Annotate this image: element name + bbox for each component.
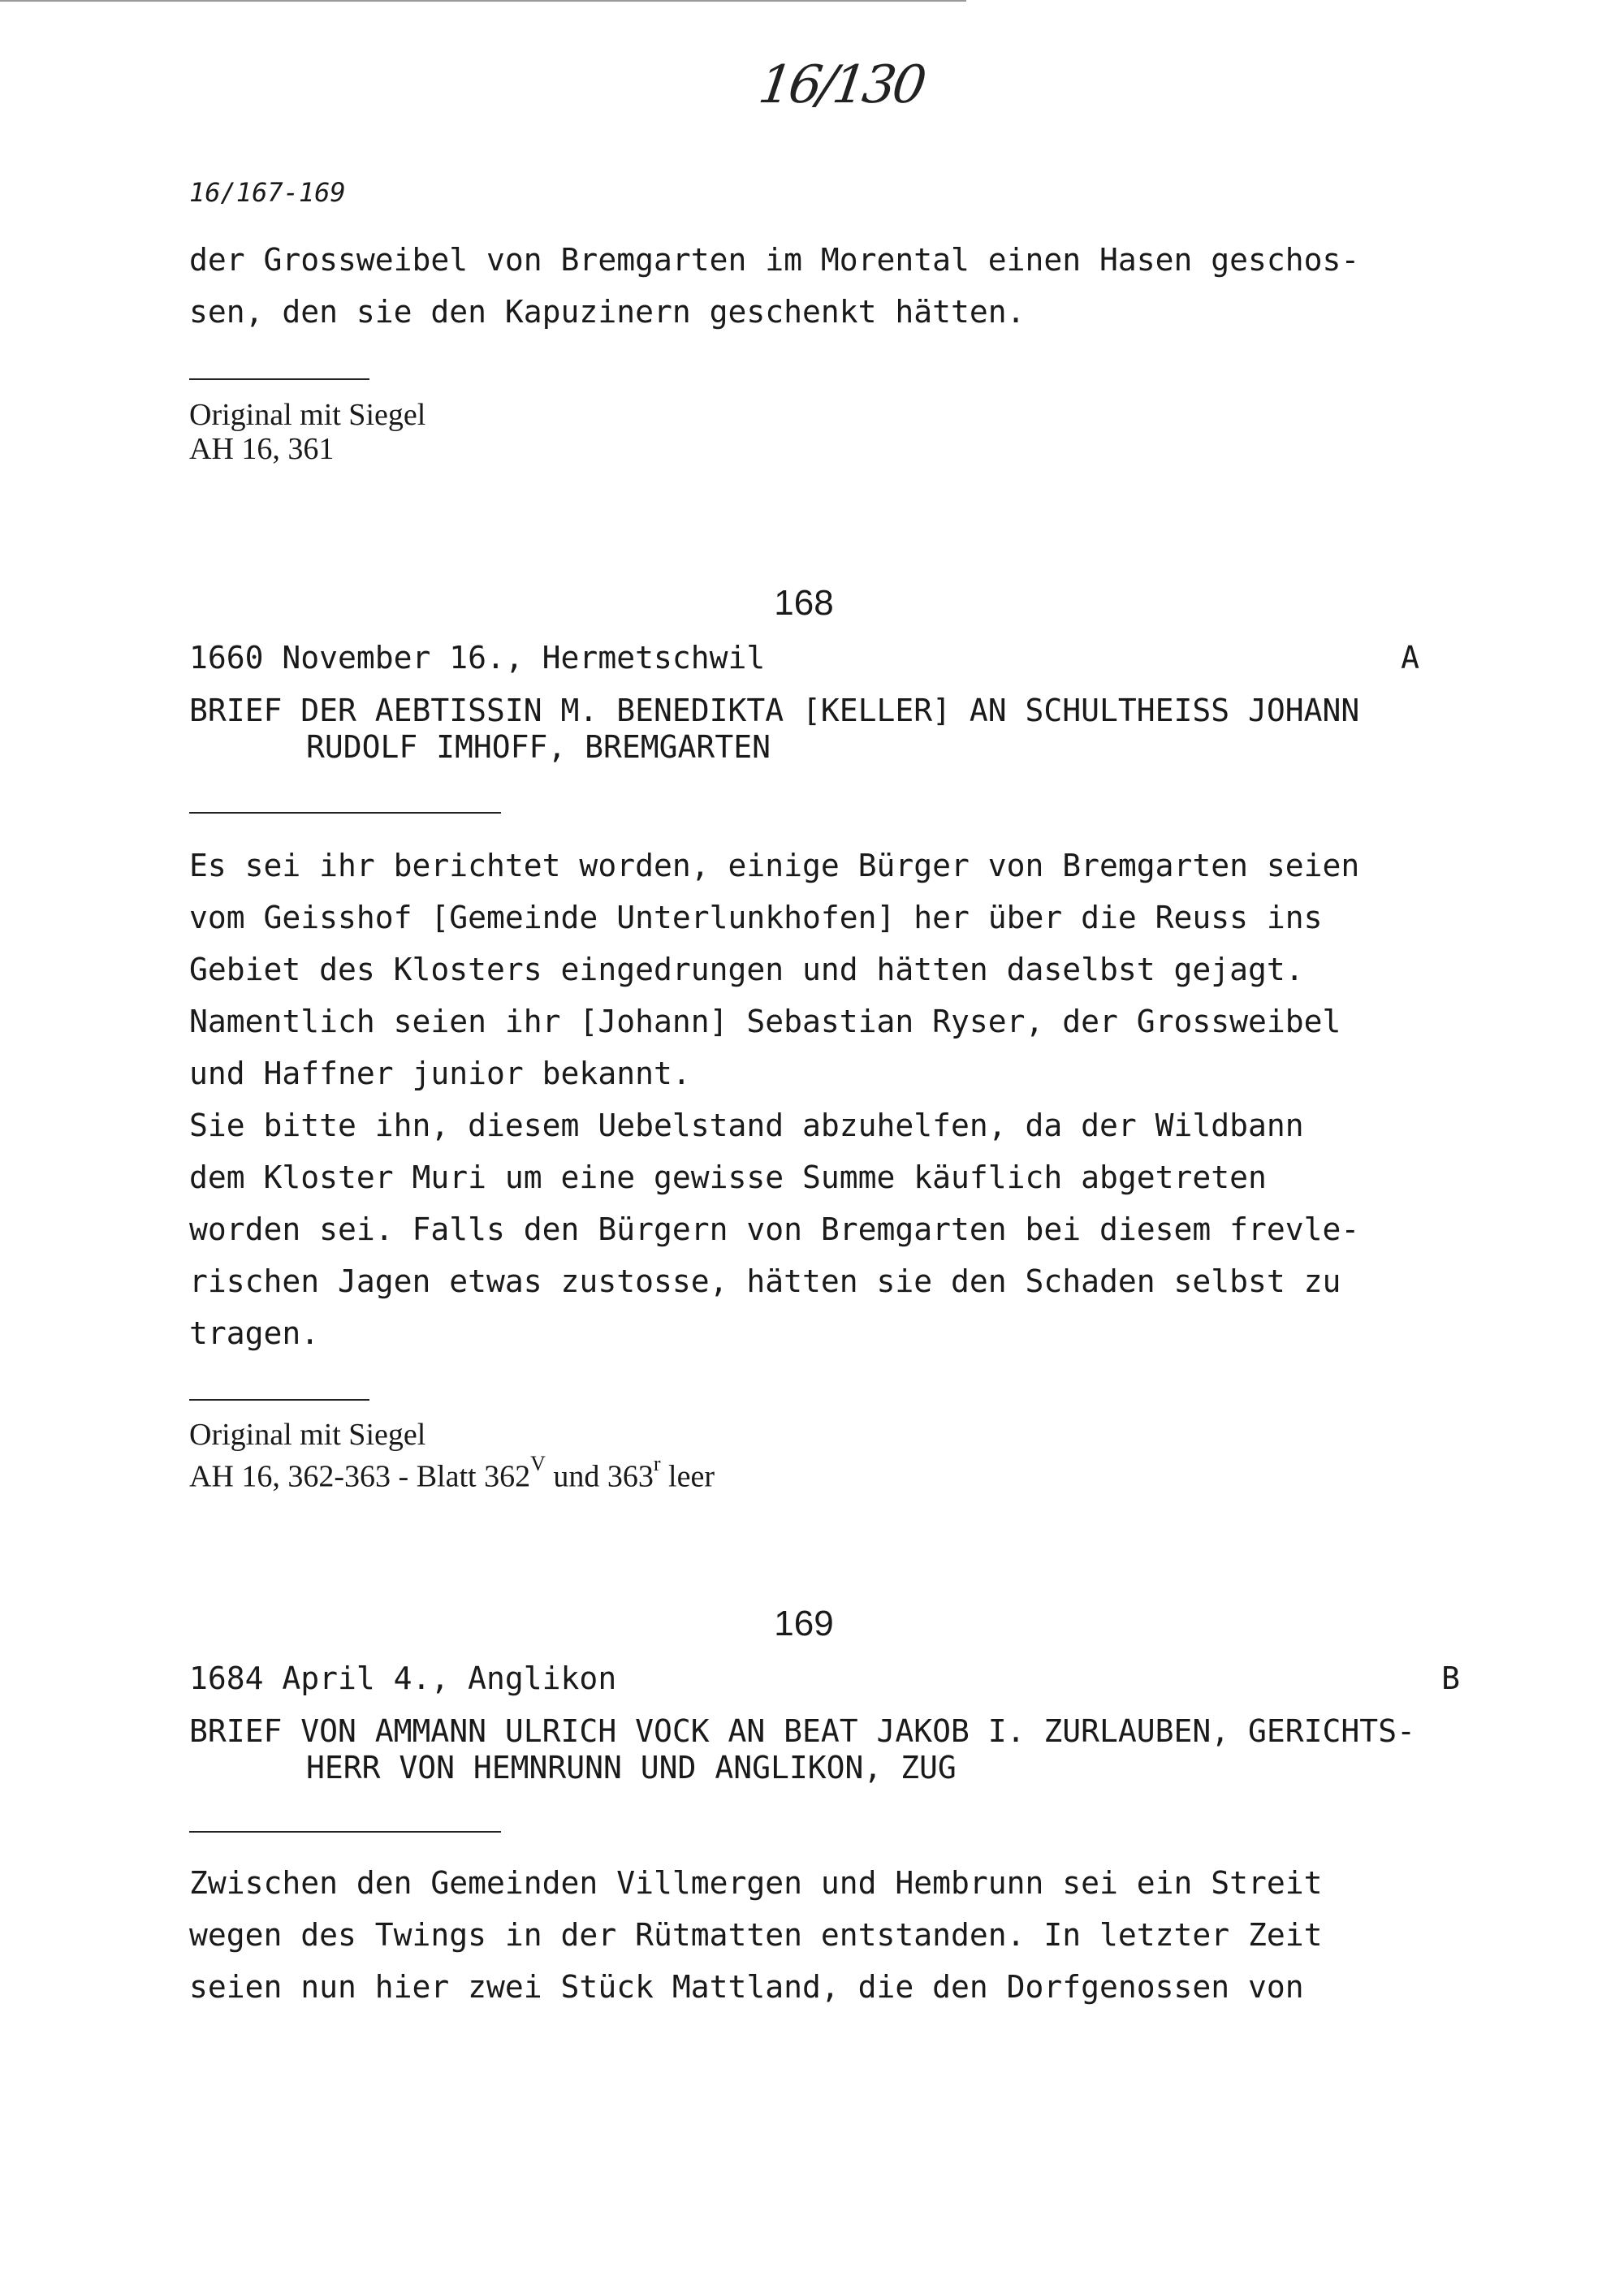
body-line: Namentlich seien ihr [Johann] Sebastian Ryser, der Grossweibel [189,1004,1341,1039]
body-line: rischen Jagen etwas zustosse, hätten sie den Schaden selbst zu [189,1263,1341,1299]
entry-title-line: BRIEF VON AMMANN ULRICH VOCK AN BEAT JAKOB I. ZURLAUBEN, GERICHTS- [189,1713,1415,1749]
title-rule [189,1831,501,1833]
body-line: wegen des Twings in der Rütmatten entstanden. In letzter Zeit [189,1917,1323,1953]
entry-title-line: RUDOLF IMHOFF, BREMGARTEN [306,729,771,765]
entry-number: 169 [774,1604,834,1643]
entry-body [189,840,1359,1359]
source-note-line: AH 16, 361 [189,432,335,466]
footnote-rule [189,378,369,380]
recto-mark: r [653,1452,661,1475]
source-note-line: Original mit Siegel [189,1418,426,1452]
body-line: worden sei. Falls den Bürgern von Bremgarten bei diesem frevle- [189,1211,1360,1247]
entry-date-line [189,640,1419,676]
body-line: tragen. [189,1315,320,1351]
source-note-line: Original mit Siegel [189,398,426,432]
body-line: seien nun hier zwei Stück Mattland, die den Dorfgenossen von [189,1969,1304,2005]
folio-note: - Blatt 362 [398,1459,531,1494]
body-line: und Haffner junior bekannt. [189,1056,691,1091]
scan-edge-line [0,0,966,2]
entry-body [189,1857,1323,2013]
body-line: Zwischen den Gemeinden Villmergen und Hembrunn sei ein Streit [189,1865,1323,1901]
footnote-rule [189,1399,369,1401]
running-reference: 16/167-169 [189,177,346,208]
source-ref: AH 16, 362-363 [189,1459,391,1494]
body-line: Sie bitte ihn, diesem Uebelstand abzuhelfen, da der Wildbann [189,1108,1304,1143]
handwritten-folio-number: 16/130 [754,55,927,115]
source-note-line [189,1452,715,1494]
folio-note: und 363 [553,1459,654,1494]
intro-line: sen, den sie den Kapuzinern geschenkt hätten. [189,294,1026,330]
body-line: Es sei ihr berichtet worden, einige Bürger von Bremgarten seien [189,848,1360,883]
source-note [189,1418,715,1494]
entry-letter: A [1401,640,1419,676]
body-line: dem Kloster Muri um eine gewisse Summe käuflich abgetreten [189,1159,1267,1195]
entry-title-line: BRIEF DER AEBTISSIN M. BENEDIKTA [KELLER] AN SCHULTHEISS JOHANN [189,693,1360,728]
entry-date: 1660 November 16., Hermetschwil [189,640,766,676]
entry-number: 168 [774,583,834,623]
entry-date: 1684 April 4., Anglikon [189,1660,617,1696]
source-note [189,398,425,466]
entry-date-line [189,1660,1460,1696]
body-line: vom Geisshof [Gemeinde Unterlunkhofen] her über die Reuss ins [189,900,1323,935]
entry-title [189,1713,1415,1786]
entry-title [189,693,1359,766]
intro-line: der Grossweibel von Bremgarten im Morental einen Hasen geschos- [189,242,1360,278]
entry-letter: B [1441,1660,1460,1696]
folio-note: leer [668,1459,715,1494]
intro-paragraph [189,234,1359,338]
title-rule [189,812,501,814]
verso-mark: V [530,1452,546,1475]
body-line: Gebiet des Klosters eingedrungen und hätten daselbst gejagt. [189,952,1304,987]
entry-title-line: HERR VON HEMNRUNN UND ANGLIKON, ZUG [306,1750,957,1786]
